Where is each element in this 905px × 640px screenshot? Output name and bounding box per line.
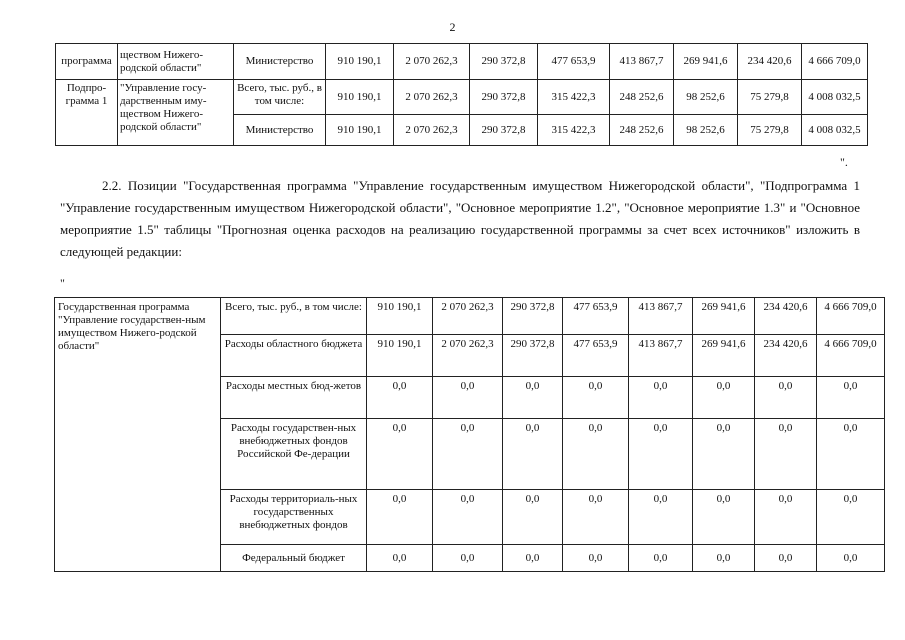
table-cell: Расходы государствен-ных внебюджетных фондов Российской Фе-дерации <box>221 419 367 490</box>
table-cell: 0,0 <box>629 377 693 419</box>
table-cell: 0,0 <box>503 419 563 490</box>
table-cell: 910 190,1 <box>367 335 433 377</box>
table-cell: 0,0 <box>563 377 629 419</box>
table-cell: 269 941,6 <box>674 44 738 80</box>
table-cell: 0,0 <box>503 490 563 545</box>
table-cell: 477 653,9 <box>563 335 629 377</box>
table-cell: 0,0 <box>693 377 755 419</box>
table-cell: 290 372,8 <box>470 44 538 80</box>
table-cell: 2 070 262,3 <box>433 298 503 335</box>
table-cell: 2 070 262,3 <box>433 335 503 377</box>
table-cell: 477 653,9 <box>538 44 610 80</box>
table-cell: Министерство <box>234 115 326 146</box>
table-cell: 477 653,9 <box>563 298 629 335</box>
table-cell: 0,0 <box>563 490 629 545</box>
table-cell: 290 372,8 <box>470 115 538 146</box>
table-cell: 98 252,6 <box>674 115 738 146</box>
table-cell: 2 070 262,3 <box>394 115 470 146</box>
table-cell: Расходы областного бюджета <box>221 335 367 377</box>
table-cell: 315 422,3 <box>538 80 610 115</box>
table-cell: 4 008 032,5 <box>802 80 868 115</box>
table-cell: 0,0 <box>367 490 433 545</box>
table-cell: 910 190,1 <box>326 44 394 80</box>
table-cell: 234 420,6 <box>755 298 817 335</box>
table-cell: 0,0 <box>693 545 755 572</box>
table-cell: 413 867,7 <box>629 335 693 377</box>
table-cell: 0,0 <box>817 377 885 419</box>
table-cell: 910 190,1 <box>367 298 433 335</box>
table-cell: 0,0 <box>433 377 503 419</box>
table-cell: 269 941,6 <box>693 298 755 335</box>
table-cell: Федеральный бюджет <box>221 545 367 572</box>
table-cell: 75 279,8 <box>738 80 802 115</box>
table-cell: 2 070 262,3 <box>394 80 470 115</box>
table-cell: 413 867,7 <box>629 298 693 335</box>
continued-table <box>55 43 868 146</box>
table-cell: 0,0 <box>629 419 693 490</box>
closing-quote-mark: ". <box>840 155 848 169</box>
table-cell: 290 372,8 <box>470 80 538 115</box>
table-cell: 0,0 <box>433 490 503 545</box>
table-cell: 4 666 709,0 <box>817 298 885 335</box>
table-cell: 4 008 032,5 <box>802 115 868 146</box>
table-cell: 0,0 <box>629 545 693 572</box>
table-cell: 75 279,8 <box>738 115 802 146</box>
table-cell: 0,0 <box>755 419 817 490</box>
table-cell: 0,0 <box>817 419 885 490</box>
table-cell: 910 190,1 <box>326 115 394 146</box>
table-cell: 98 252,6 <box>674 80 738 115</box>
table-cell: 4 666 709,0 <box>817 335 885 377</box>
table-cell: 315 422,3 <box>538 115 610 146</box>
table-cell: Расходы местных бюд-жетов <box>221 377 367 419</box>
table-cell: Подпро-грамма 1 <box>56 80 118 146</box>
table-cell: Всего, тыс. руб., в том числе: <box>221 298 367 335</box>
table-cell: 0,0 <box>563 545 629 572</box>
table-cell: 0,0 <box>755 545 817 572</box>
table-row <box>56 80 868 115</box>
program-name-cell: Государственная программа "Управление государствен-ным имуществом Нижего-родской области" <box>55 298 221 572</box>
page-number: 2 <box>449 20 456 34</box>
table-cell: 0,0 <box>755 377 817 419</box>
table-cell: "Управление госу-дарственным иму-ществом Нижего-родской области" <box>118 80 234 146</box>
table-cell: 0,0 <box>367 377 433 419</box>
table-cell: 0,0 <box>433 545 503 572</box>
table-cell: 0,0 <box>367 419 433 490</box>
table-cell: 0,0 <box>433 419 503 490</box>
table-cell: ществом Нижего-родской области" <box>118 44 234 80</box>
table-cell: 413 867,7 <box>610 44 674 80</box>
table-cell: 0,0 <box>755 490 817 545</box>
table-cell: 0,0 <box>367 545 433 572</box>
table-cell: 0,0 <box>817 545 885 572</box>
body-paragraph: 2.2. Позиции "Государственная программа "Управление государственным имуществом Нижегородской области", "Подпрограмма 1 "Управление государственным имуществом Нижегородской области", "Основное мероприятие 1.2", "Основное мероприятие 1.3" и "Основное мероприятие 1.5" таблицы "Прогнозная оценка расходов на реализацию государственной программы за счет всех источников" изложить в следующей редакции: <box>60 178 860 259</box>
table-cell: 290 372,8 <box>503 335 563 377</box>
opening-quote-mark: " <box>60 276 65 290</box>
table-cell: 269 941,6 <box>693 335 755 377</box>
table-cell: 0,0 <box>693 490 755 545</box>
table-cell: 4 666 709,0 <box>802 44 868 80</box>
table-cell: 2 070 262,3 <box>394 44 470 80</box>
table-cell: программа <box>56 44 118 80</box>
table-cell: 248 252,6 <box>610 115 674 146</box>
table-cell: 0,0 <box>817 490 885 545</box>
table-cell: 234 420,6 <box>755 335 817 377</box>
forecast-table <box>54 297 885 572</box>
table-cell: 0,0 <box>503 545 563 572</box>
table-cell: Министерство <box>234 44 326 80</box>
table-row <box>56 44 868 80</box>
table-row <box>55 298 885 335</box>
table-cell: Расходы территориаль-ных государственных внебюджетных фондов <box>221 490 367 545</box>
table-cell: 0,0 <box>503 377 563 419</box>
table-cell: 910 190,1 <box>326 80 394 115</box>
table-cell: 234 420,6 <box>738 44 802 80</box>
table-cell: 0,0 <box>693 419 755 490</box>
table-cell: 248 252,6 <box>610 80 674 115</box>
table-cell: 290 372,8 <box>503 298 563 335</box>
table-cell: 0,0 <box>629 490 693 545</box>
table-cell: Всего, тыс. руб., в том числе: <box>234 80 326 115</box>
table-cell: 0,0 <box>563 419 629 490</box>
